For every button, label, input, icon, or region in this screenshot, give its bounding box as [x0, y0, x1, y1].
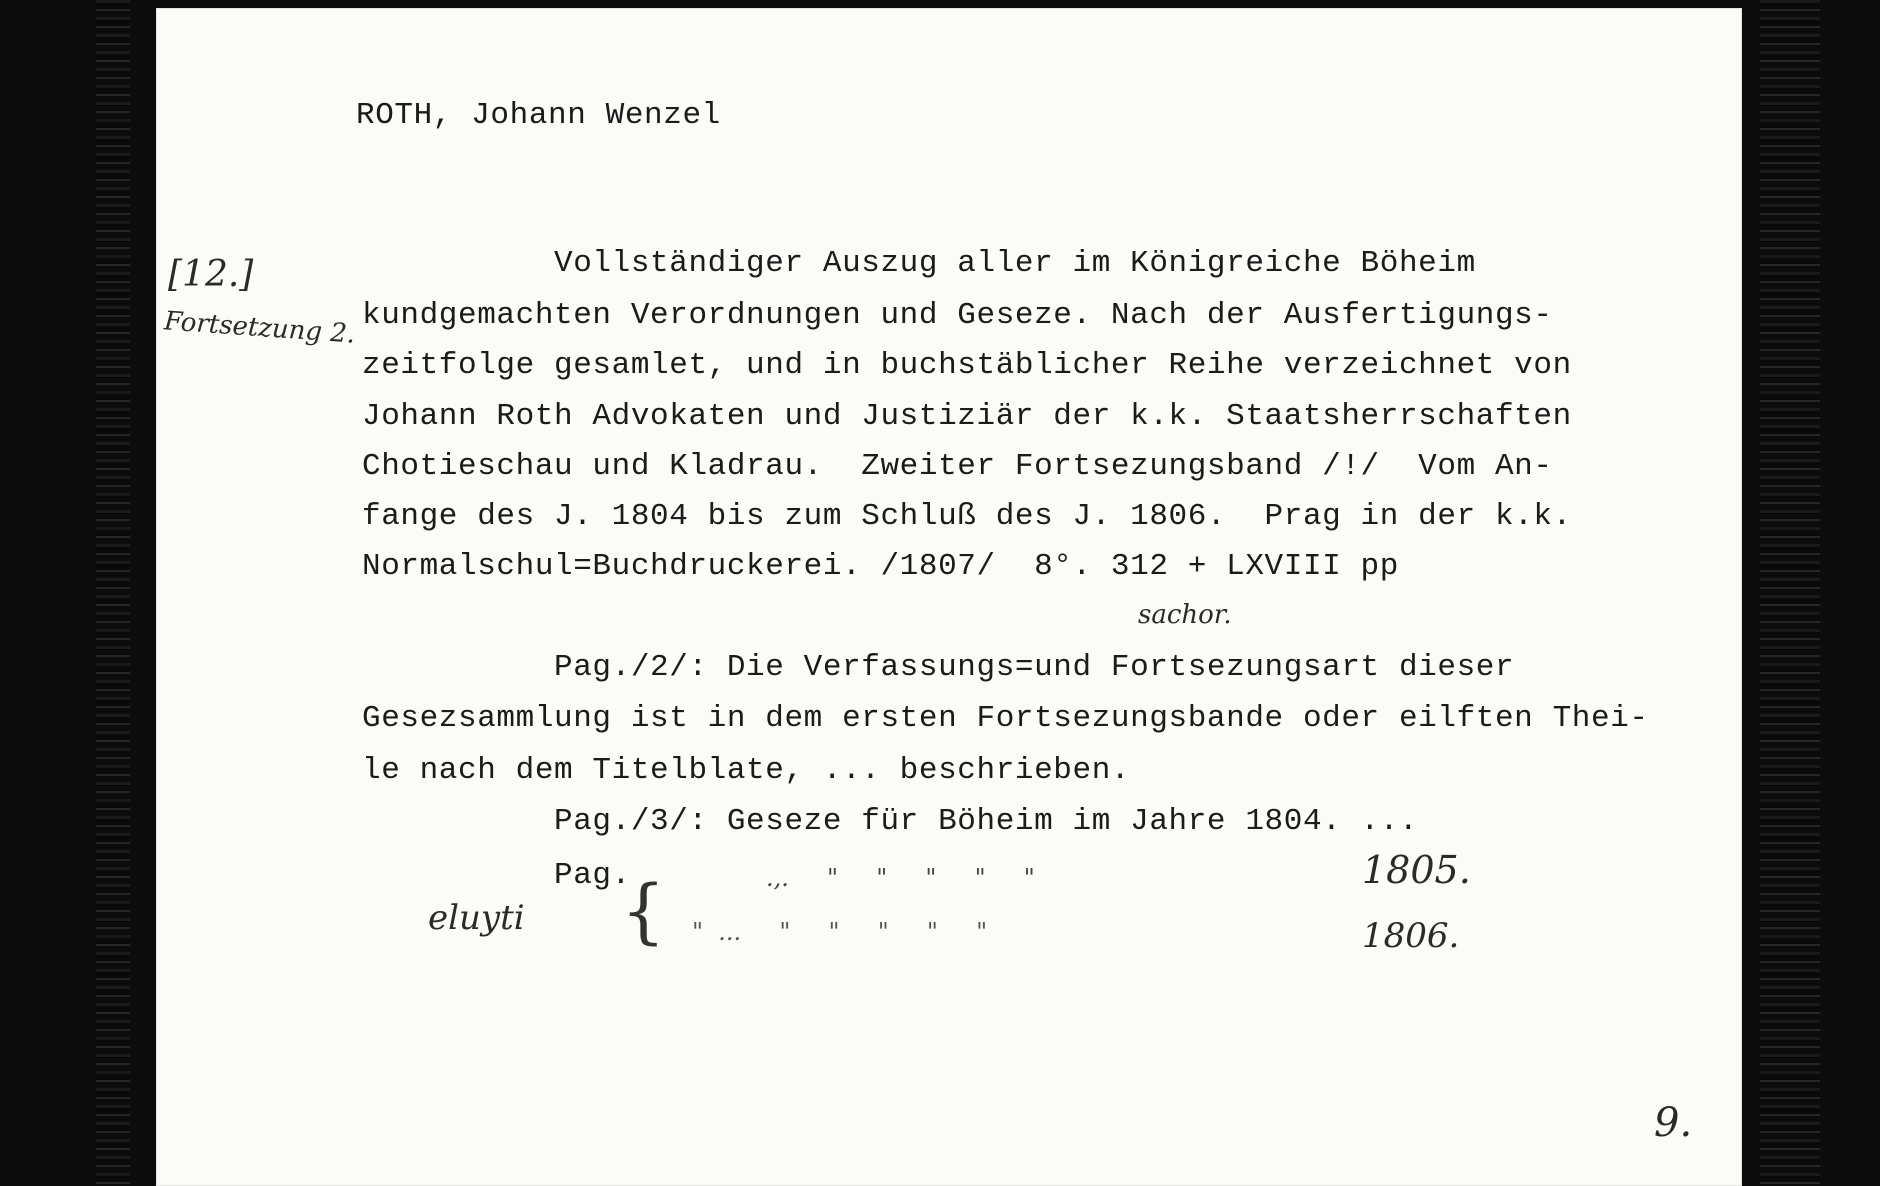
handwritten-pages-note: sachor.: [1138, 600, 1232, 630]
page-note-line-4: Pag./3/: Geseze für Böheim im Jahre 1804. ...: [362, 804, 1419, 839]
ditto-marks-row-2: " ... " " " " ": [692, 918, 988, 946]
margin-continuation-note: Fortsetzung 2.: [163, 306, 357, 350]
right-scan-edge: [1760, 0, 1820, 1186]
ditto-year-1805: 1805.: [1362, 848, 1471, 892]
index-card: [156, 8, 1742, 1186]
ditto-marks-row-1: .,. " " " " ": [766, 864, 1035, 892]
margin-number: [12.]: [168, 254, 254, 295]
ditto-brace: {: [621, 870, 666, 952]
page-note-line-5: Pag.: [362, 858, 631, 893]
page-note-line-3: le nach dem Titelblate, ... beschrieben.: [362, 753, 1131, 788]
left-scan-edge: [96, 0, 130, 1186]
card-corner-number: 9.: [1654, 1100, 1693, 1146]
body-line-2: kundgemachten Verordnungen und Geseze. Nach der Ausfertigungs-: [362, 298, 1553, 333]
ditto-year-1806: 1806.: [1362, 916, 1460, 956]
body-line-7: Normalschul=Buchdruckerei. /1807/ 8°. 312 + LXVIII pp: [362, 549, 1399, 584]
page-note-line-1: Pag./2/: Die Verfassungs=und Fortsezungsart dieser: [362, 650, 1515, 685]
body-line-5: Chotieschau und Kladrau. Zweiter Fortsezungsband /!/ Vom An-: [362, 449, 1553, 484]
page-note-line-2: Gesezsammlung ist in dem ersten Fortsezungsbande oder eilften Thei-: [362, 701, 1649, 736]
card-heading: ROTH, Johann Wenzel: [356, 98, 721, 133]
body-line-4: Johann Roth Advokaten und Justiziär der k.k. Staatsherrschaften: [362, 399, 1572, 434]
body-line-1: Vollständiger Auszug aller im Königreiche Böheim: [362, 246, 1476, 281]
body-line-3: zeitfolge gesamlet, und in buchstäblicher Reihe verzeichnet von: [362, 348, 1572, 383]
margin-lower-note: eluyti: [428, 898, 525, 938]
body-line-6: fange des J. 1804 bis zum Schluß des J. 1806. Prag in der k.k.: [362, 499, 1572, 534]
